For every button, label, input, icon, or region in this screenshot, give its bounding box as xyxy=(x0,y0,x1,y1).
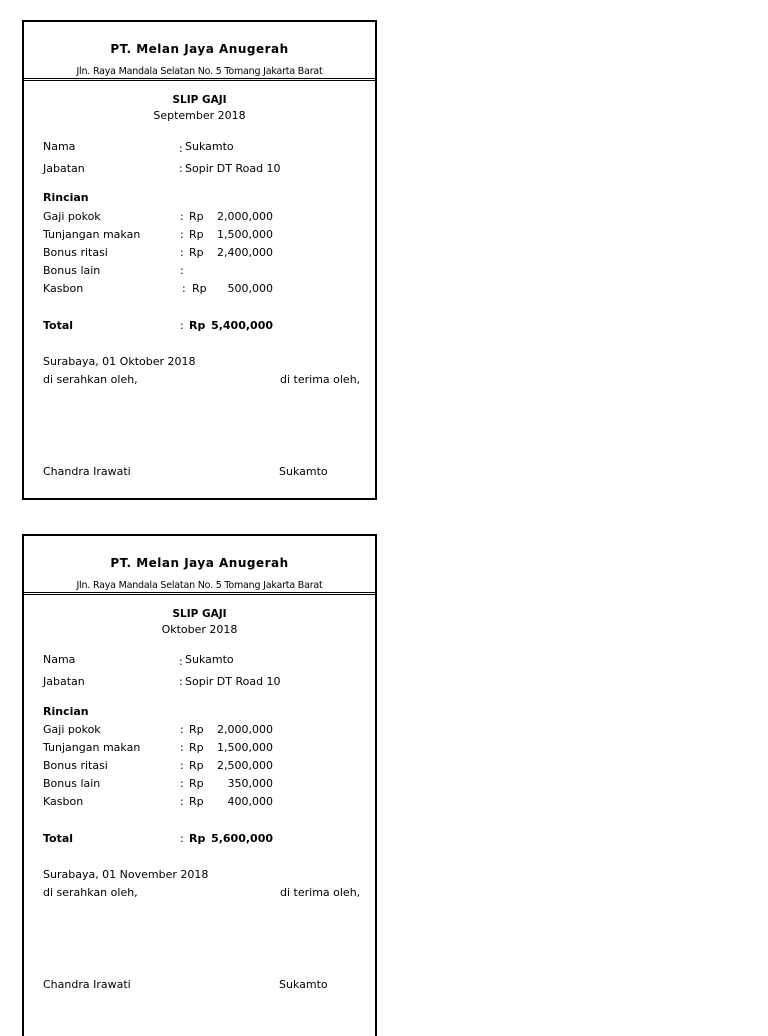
item-amount-base-salary: 2,000,000 xyxy=(217,723,273,736)
header-divider xyxy=(24,78,375,79)
item-label-trip-bonus: Bonus ritasi xyxy=(43,759,108,772)
position-value: Sopir DT Road 10 xyxy=(185,162,281,175)
name-value: Sukamto xyxy=(185,140,234,153)
total-label: Total xyxy=(43,832,74,845)
position-label: Jabatan xyxy=(43,675,85,688)
item-label-other-bonus: Bonus lain xyxy=(43,264,101,277)
slip-title: SLIP GAJI xyxy=(172,608,227,620)
item-separator: : xyxy=(180,759,184,772)
item-currency: Rp xyxy=(189,795,204,808)
details-heading: Rincian xyxy=(43,191,89,204)
total-amount: 5,600,000 xyxy=(211,832,273,845)
item-label-base-salary: Gaji pokok xyxy=(43,210,101,223)
item-separator: : xyxy=(180,246,184,259)
header-divider xyxy=(24,592,375,593)
slip-title: SLIP GAJI xyxy=(172,94,227,106)
item-amount-cash-advance: 400,000 xyxy=(227,795,273,808)
name-separator: : xyxy=(179,142,183,155)
item-amount-base-salary: 2,000,000 xyxy=(217,210,273,223)
place-date: Surabaya, 01 Oktober 2018 xyxy=(43,355,196,368)
total-currency: Rp xyxy=(189,832,206,845)
header-divider-double xyxy=(24,80,375,81)
item-separator: : xyxy=(180,795,184,808)
item-amount-trip-bonus: 2,500,000 xyxy=(217,759,273,772)
item-separator: : xyxy=(180,777,184,790)
item-label-meal-allowance: Tunjangan makan xyxy=(43,741,141,754)
item-currency: Rp xyxy=(189,723,204,736)
item-separator: : xyxy=(180,741,184,754)
details-heading: Rincian xyxy=(43,705,89,718)
handed-by-label: di serahkan oleh, xyxy=(43,886,138,899)
item-currency: Rp xyxy=(192,282,207,295)
item-currency: Rp xyxy=(189,759,204,772)
item-separator: : xyxy=(180,264,184,277)
received-by-label: di terima oleh, xyxy=(280,886,361,899)
item-label-cash-advance: Kasbon xyxy=(43,795,84,808)
company-address: Jln. Raya Mandala Selatan No. 5 Tomang Jakarta Barat xyxy=(76,580,323,591)
received-by-name: Sukamto xyxy=(279,978,328,991)
item-separator: : xyxy=(180,723,184,736)
item-amount-meal-allowance: 1,500,000 xyxy=(217,741,273,754)
place-date: Surabaya, 01 November 2018 xyxy=(43,868,209,881)
position-separator: : xyxy=(179,162,183,175)
slip-period: Oktober 2018 xyxy=(161,623,238,636)
item-currency: Rp xyxy=(189,228,204,241)
slip-period: September 2018 xyxy=(153,109,246,122)
total-separator: : xyxy=(180,319,184,332)
item-currency: Rp xyxy=(189,210,204,223)
item-label-base-salary: Gaji pokok xyxy=(43,723,101,736)
total-amount: 5,400,000 xyxy=(211,319,273,332)
item-amount-other-bonus: 350,000 xyxy=(227,777,273,790)
received-by-name: Sukamto xyxy=(279,465,328,478)
salary-slip-september xyxy=(22,20,377,500)
item-label-cash-advance: Kasbon xyxy=(43,282,84,295)
item-label-trip-bonus: Bonus ritasi xyxy=(43,246,108,259)
handed-by-name: Chandra Irawati xyxy=(43,465,131,478)
item-currency: Rp xyxy=(189,741,204,754)
item-amount-trip-bonus: 2,400,000 xyxy=(217,246,273,259)
position-separator: : xyxy=(179,675,183,688)
item-separator: : xyxy=(180,210,184,223)
name-separator: : xyxy=(179,655,183,668)
item-currency: Rp xyxy=(189,246,204,259)
total-label: Total xyxy=(43,319,74,332)
item-separator: : xyxy=(182,282,186,295)
company-name: PT. Melan Jaya Anugerah xyxy=(110,556,289,570)
company-name: PT. Melan Jaya Anugerah xyxy=(110,42,289,56)
total-separator: : xyxy=(180,832,184,845)
total-currency: Rp xyxy=(189,319,206,332)
item-amount-meal-allowance: 1,500,000 xyxy=(217,228,273,241)
item-amount-cash-advance: 500,000 xyxy=(227,282,273,295)
position-value: Sopir DT Road 10 xyxy=(185,675,281,688)
name-label: Nama xyxy=(43,140,76,153)
item-label-meal-allowance: Tunjangan makan xyxy=(43,228,141,241)
header-divider-double xyxy=(24,594,375,595)
position-label: Jabatan xyxy=(43,162,85,175)
company-address: Jln. Raya Mandala Selatan No. 5 Tomang Jakarta Barat xyxy=(76,66,323,77)
received-by-label: di terima oleh, xyxy=(280,373,361,386)
item-currency: Rp xyxy=(189,777,204,790)
handed-by-label: di serahkan oleh, xyxy=(43,373,138,386)
item-label-other-bonus: Bonus lain xyxy=(43,777,101,790)
handed-by-name: Chandra Irawati xyxy=(43,978,131,991)
item-separator: : xyxy=(180,228,184,241)
name-value: Sukamto xyxy=(185,653,234,666)
name-label: Nama xyxy=(43,653,76,666)
salary-slip-october xyxy=(22,534,377,1036)
